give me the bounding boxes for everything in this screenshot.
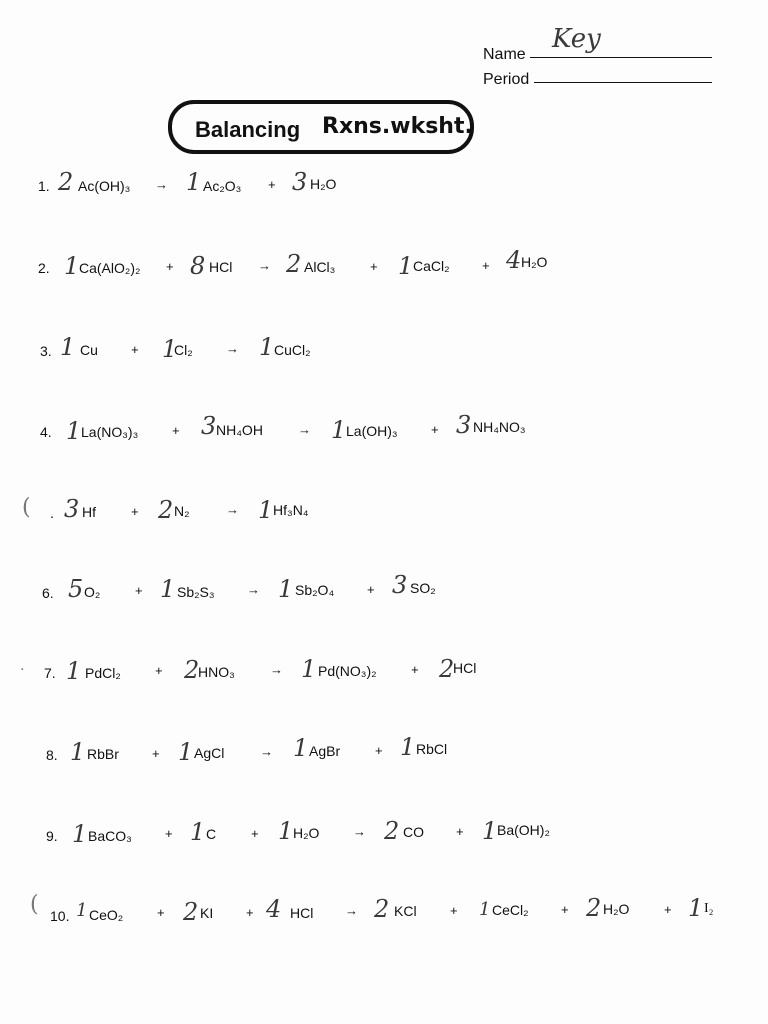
plus: + <box>152 746 160 761</box>
equation-number: 6. <box>42 585 54 601</box>
chemical-formula: KCl <box>394 903 417 919</box>
chemical-formula: Hf₃N₄ <box>273 502 309 518</box>
arrow: → <box>270 662 283 677</box>
equation-number: 10. <box>50 908 70 924</box>
chemical-formula: Ac₂O₃ <box>203 178 242 194</box>
chemical-formula: KI <box>200 905 214 921</box>
plus: + <box>172 423 180 438</box>
coefficient: 1 <box>66 657 82 685</box>
arrow: → <box>353 824 366 839</box>
plus: + <box>165 826 173 841</box>
plus: + <box>268 177 276 192</box>
coefficient: 1 <box>398 252 414 280</box>
chemical-formula: Sb₂S₃ <box>177 584 215 600</box>
title-printed: Balancing <box>195 117 301 142</box>
plus: + <box>375 743 383 758</box>
arrow: → <box>226 502 239 517</box>
coefficient: 2 <box>586 894 602 922</box>
coefficient: 1 <box>688 894 704 922</box>
equation-3 <box>0 330 768 370</box>
equation-number: 2. <box>38 260 50 276</box>
chemical-formula: HCl <box>290 905 314 921</box>
chemical-formula: Ac(OH)₃ <box>78 178 131 194</box>
plus: + <box>411 662 419 677</box>
coefficient: 1 <box>482 817 498 845</box>
equation-number: 1. <box>38 178 50 194</box>
chemical-formula: HCl <box>453 660 477 676</box>
equation-6 <box>0 572 768 612</box>
chemical-formula: H₂O <box>603 901 630 917</box>
chemical-formula: NH₄NO₃ <box>473 419 526 435</box>
coefficient: 1 <box>258 496 274 524</box>
coefficient: 1 <box>60 333 76 361</box>
chemical-formula: I₂ <box>704 901 714 916</box>
coefficient: 1 <box>76 900 88 921</box>
equation-4 <box>0 412 768 452</box>
chemical-formula: SO₂ <box>410 580 436 596</box>
equation-number: . <box>50 505 54 521</box>
name-line <box>530 57 712 58</box>
plus: + <box>246 905 254 920</box>
plus: + <box>135 583 143 598</box>
arrow: → <box>226 341 239 356</box>
arrow: → <box>345 903 358 918</box>
name-label: Name <box>483 46 526 63</box>
coefficient: 5 <box>68 575 84 603</box>
plus: + <box>456 824 464 839</box>
equation-number: 3. <box>40 343 52 359</box>
equation-10 <box>0 893 768 933</box>
coefficient: 1 <box>278 575 294 603</box>
chemical-formula: CeCl₂ <box>492 902 529 918</box>
coefficient: 1 <box>72 820 88 848</box>
plus: + <box>370 259 378 274</box>
equation-7 <box>0 652 768 692</box>
coefficient: 1 <box>186 168 202 196</box>
chemical-formula: Pd(NO₃)₂ <box>318 663 377 679</box>
chemical-formula: AgCl <box>194 745 225 761</box>
chemical-formula: RbCl <box>416 741 448 757</box>
chemical-formula: Cl₂ <box>174 342 193 358</box>
plus: + <box>367 582 375 597</box>
chemical-formula: PdCl₂ <box>85 665 121 681</box>
coefficient: 4 <box>266 895 282 923</box>
coefficient: 4 <box>506 246 522 274</box>
plus: + <box>251 826 259 841</box>
equation-8 <box>0 734 768 774</box>
coefficient: 1 <box>259 333 275 361</box>
coefficient: 1 <box>64 252 80 280</box>
coefficient: 3 <box>292 168 308 196</box>
coefficient: 2 <box>158 496 174 524</box>
coefficient: 3 <box>201 412 217 440</box>
chemical-formula: HCl <box>209 259 233 275</box>
chemical-formula: CuCl₂ <box>274 342 311 358</box>
chemical-formula: NH₄OH <box>216 422 263 438</box>
coefficient: 1 <box>301 655 317 683</box>
equation-number: 9. <box>46 828 58 844</box>
chemical-formula: O₂ <box>84 584 101 600</box>
plus: + <box>155 663 163 678</box>
chemical-formula: Ca(AlO₂)₂ <box>79 260 141 276</box>
plus: + <box>131 342 139 357</box>
coefficient: 2 <box>58 168 74 196</box>
arrow: → <box>298 422 311 437</box>
coefficient: 2 <box>384 817 400 845</box>
chemical-formula: H₂O <box>521 254 548 270</box>
coefficient: 2 <box>184 656 200 684</box>
chemical-formula: RbBr <box>87 746 119 762</box>
coefficient: 3 <box>392 571 408 599</box>
coefficient: 2 <box>439 655 455 683</box>
chemical-formula: Cu <box>80 342 98 358</box>
arrow: → <box>247 582 260 597</box>
coefficient: 1 <box>70 738 86 766</box>
chemical-formula: AgBr <box>309 743 341 759</box>
chemical-formula: H₂O <box>293 825 320 841</box>
arrow: → <box>260 744 273 759</box>
chemical-formula: La(NO₃)₃ <box>81 424 139 440</box>
chemical-formula: HNO₃ <box>198 664 235 680</box>
coefficient: 1 <box>66 417 82 445</box>
plus: + <box>131 504 139 519</box>
coefficient: 8 <box>190 252 206 280</box>
coefficient: 1 <box>479 899 491 920</box>
coefficient: 2 <box>183 898 199 926</box>
arrow: → <box>258 258 271 273</box>
equation-1 <box>0 166 768 206</box>
equation-number: 7. <box>44 665 56 681</box>
coefficient: 2 <box>286 250 302 278</box>
coefficient: 1 <box>293 734 309 762</box>
coefficient: 2 <box>374 895 390 923</box>
chemical-formula: La(OH)₃ <box>346 423 398 439</box>
equation-2 <box>0 248 768 288</box>
plus: + <box>482 258 490 273</box>
coefficient: 1 <box>400 733 416 761</box>
coefficient: 1 <box>278 817 294 845</box>
chemical-formula: CO <box>403 824 424 840</box>
chemical-formula: Hf <box>82 504 96 520</box>
coefficient: 1 <box>331 416 347 444</box>
equation-5 <box>0 492 768 532</box>
plus: + <box>431 422 439 437</box>
chemical-formula: C <box>206 826 217 842</box>
chemical-formula: BaCO₃ <box>88 828 132 844</box>
equation-number: 8. <box>46 747 58 763</box>
chemical-formula: N₂ <box>174 503 190 519</box>
chemical-formula: Ba(OH)₂ <box>497 822 550 838</box>
handwritten-mark: ( <box>30 892 39 917</box>
coefficient: 3 <box>456 411 472 439</box>
handwritten-mark: ( <box>22 495 31 520</box>
period-label: Period <box>483 71 530 88</box>
title-handwritten: Rxns.wksht. <box>322 114 473 139</box>
period-line <box>534 82 712 83</box>
name-value: Key <box>552 24 601 54</box>
arrow: → <box>155 177 168 192</box>
plus: + <box>166 259 174 274</box>
chemical-formula: CeO₂ <box>89 907 124 923</box>
coefficient: 1 <box>160 575 176 603</box>
chemical-formula: H₂O <box>310 176 337 192</box>
plus: + <box>450 903 458 918</box>
chemical-formula: AlCl₃ <box>304 259 336 275</box>
coefficient: 3 <box>64 495 80 523</box>
plus: + <box>157 905 165 920</box>
plus: + <box>561 902 569 917</box>
chemical-formula: CaCl₂ <box>413 258 450 274</box>
plus: + <box>664 902 672 917</box>
handwritten-mark: . <box>20 658 25 674</box>
chemical-formula: Sb₂O₄ <box>295 582 335 598</box>
equation-9 <box>0 815 768 855</box>
coefficient: 1 <box>162 335 178 363</box>
equation-number: 4. <box>40 424 52 440</box>
coefficient: 1 <box>190 818 206 846</box>
coefficient: 1 <box>178 738 194 766</box>
